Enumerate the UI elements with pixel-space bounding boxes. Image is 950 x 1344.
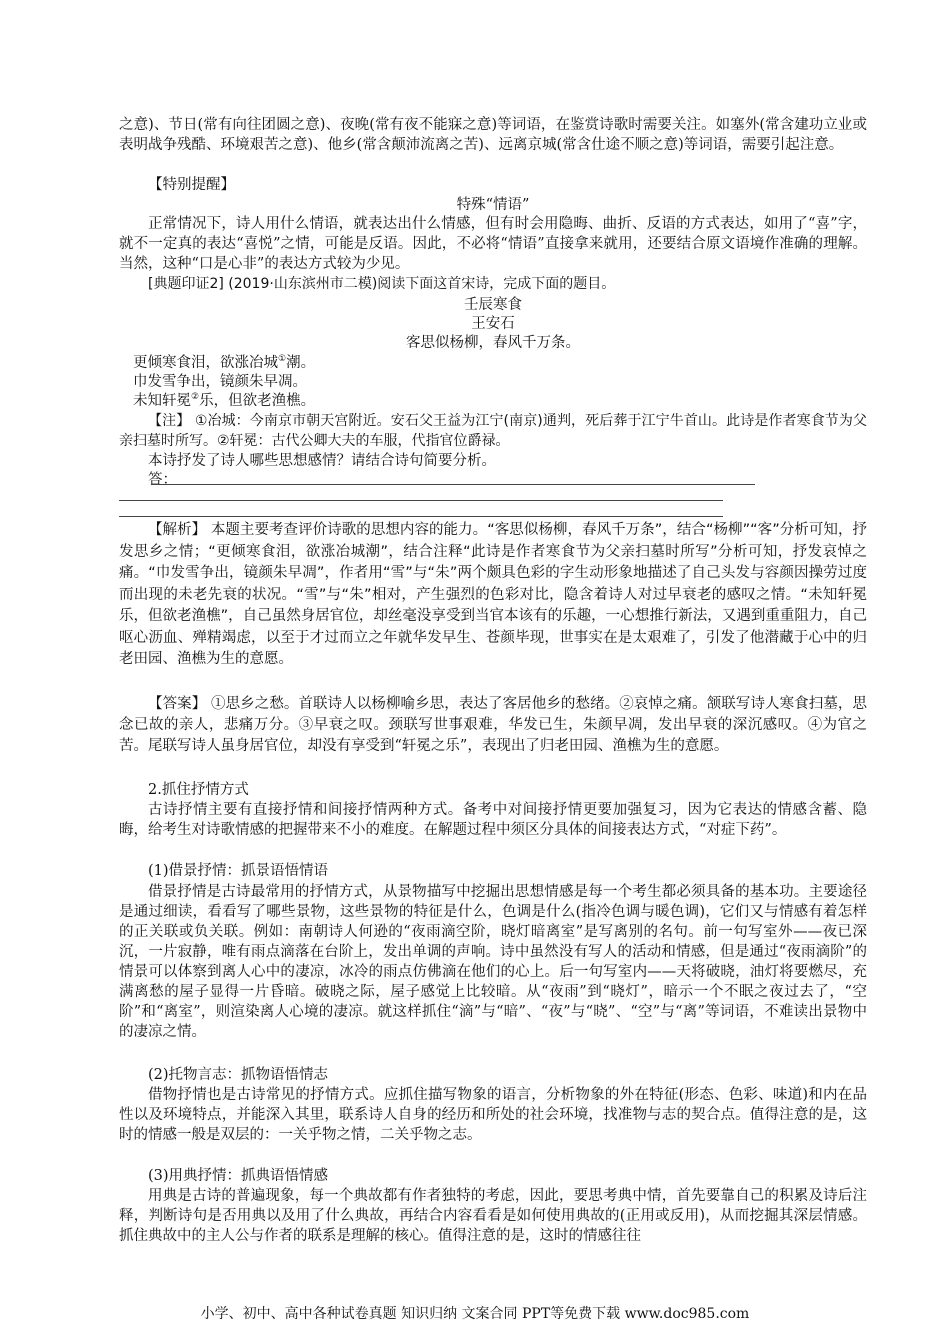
subsection-2-title: (2)托物言志：抓物语悟情志 [148, 1067, 329, 1083]
poem-line-2 [133, 353, 315, 373]
subsection-3-body: 用典是古诗的普遍现象，每一个典故都有作者独特的考虑，因此，要思考典中情，首先要靠自己的积累及诗后注释，判断诗句是否用典以及用了什么典故，再结合内容看看是如何使用典故的(正用或反用)，从而挖掘其深层情感。抓住典故中的主人公与作者的联系是理解的核心。值得注意的是，这时的情感往往 [119, 1188, 867, 1244]
poem-line-1: 客思似杨柳，春风千万条。 [406, 335, 580, 351]
subsection-1-title: (1)借景抒情：抓景语悟情语 [148, 863, 329, 879]
section-2-title: 2.抓住抒情方式 [148, 782, 249, 798]
subsection-3-title: (3)用典抒情：抓典语悟情感 [148, 1168, 329, 1184]
poem-line-2-end: 潮。 [286, 355, 316, 371]
poem-line-4-end: 乐，但欲老渔樵。 [199, 393, 316, 409]
tip-title: 特殊“情语” [456, 197, 530, 213]
subsection-2-body: 借物抒情也是古诗常见的抒情方式。应抓住描写物象的语言，分析物象的外在特征(形态、色彩、味道)和内在品性以及环境特点，并能深入其里，联系诗人自身的经历和所处的社会环境，找准物与志的契合点。值得注意的是，这时的情感一般是双层的：一关乎物之情，二关乎物之志。 [119, 1087, 867, 1143]
subsection-1-body: 借景抒情是古诗最常用的抒情方式，从景物描写中挖掘出思想情感是每一个考生都必须具备的基本功。主要途径是通过细读，看看写了哪些景物，这些景物的特征是什么，色调是什么(指冷色调与暖色调)，它们又与情感有着怎样的正关联或负关联。例如：南朝诗人何逊的“夜雨滴空阶，晓灯暗离室”是写离别的名句。前一句写室外——夜已深沉，一片寂静，唯有雨点滴落在台阶上，发出单调的声响。诗中虽然没有写人的活动和情感，但是通过“夜雨滴阶”的情景可以体察到离人心中的凄凉，冰冷的雨点仿佛滴在他们的心上。后一句写室内——天将破晓，油灯将要燃尽，充满离愁的屋子显得一片昏暗。破晓之际，屋子感觉上比较暗。从“夜雨”到“晓灯”，暗示一个不眠之夜过去了，“空阶”和“离室”，则渲染离人心境的凄凉。就这样抓住“滴”与“暗”、“夜”与“晓”、“空”与“离”等词语，不难读出景物中的凄凉之情。 [119, 884, 867, 1040]
poem-notes: 【注】 ①冶城：今南京市朝天宫附近。安石父王益为江宁(南京)通判，死后葬于江宁牛首山。此诗是作者寒食节为父亲扫墓时所写。②轩冕：古代公卿大夫的车服，代指官位爵禄。 [119, 413, 867, 449]
section-2-body: 古诗抒情主要有直接抒情和间接抒情两种方式。备考中对间接抒情更要加强复习，因为它表达的情感含蓄、隐晦，给考生对诗歌情感的把握带来不小的难度。在解题过程中须区分具体的间接表达方式，“对症下药”。 [119, 802, 867, 838]
note-marker-1: ① [278, 354, 287, 365]
answer-line-2 [119, 500, 723, 501]
answer-paragraph: 【答案】 ①思乡之愁。首联诗人以杨柳喻乡思，表达了客居他乡的愁绪。②哀悼之痛。颔联写诗人寒食扫墓，思念已故的亲人，悲痛万分。③早衰之叹。颈联写世事艰难，华发已生，朱颜早凋，发出早衰的深沉感叹。④为官之苦。尾联写诗人虽身居官位，却没有享受到“轩冕之乐”，表现出了归老田园、渔樵为生的意愿。 [119, 696, 867, 754]
page-footer: 小学、初中、高中各种试卷真题 知识归纳 文案合同 PPT等免费下载 www.doc985.com [200, 1306, 750, 1322]
poem-line-3: 巾发雪争出，镜颜朱早凋。 [133, 374, 307, 390]
poem-author: 王安石 [471, 316, 515, 332]
poem-line-4 [133, 391, 315, 411]
analysis-paragraph: 【解析】 本题主要考查评价诗歌的思想内容的能力。“客思似杨柳，春风千万条”，结合“杨柳”“客”分析可知，抒发思乡之情；“更倾寒食泪，欲涨冶城潮”，结合注释“此诗是作者寒食节为父亲扫墓时所写”分析可知，抒发哀悼之痛。“巾发雪争出，镜颜朱早凋”，作者用“雪”与“朱”两个颇具色彩的字生动形象地描述了自己头发与容颜因操劳过度而出现的未老先衰的状况。“雪”与“朱”相对，产生强烈的色彩对比，隐含着诗人对过早衰老的感叹之情。“未知轩冕乐，但欲老渔樵”，自己虽然身居官位，却丝毫没享受到当官本该有的乐趣，一心想推行新法，又遇到重重阻力，自己呕心沥血、殚精竭虑，以至于才过而立之年就华发早生、苍颜毕现，世事实在是太艰难了，引发了他潜藏于心中的归老田园、渔樵为生的意愿。 [119, 522, 867, 667]
poem-line-2-text: 更倾寒食泪，欲涨冶城 [133, 355, 278, 371]
poem-title: 壬辰寒食 [464, 297, 522, 313]
question-text: 本诗抒发了诗人哪些思想感情？请结合诗句简要分析。 [148, 453, 496, 469]
poem-line-4-text: 未知轩冕 [133, 393, 191, 409]
tip-heading: 【特别提醒】 [148, 177, 235, 193]
answer-line-1 [151, 484, 755, 485]
tip-body: 正常情况下，诗人用什么情语，就表达出什么情感，但有时会用隐晦、曲折、反语的方式表达，如用了“喜”字，就不一定真的表达“喜悦”之情，可能是反语。因此，不必将“情语”直接拿来就用，还要结合原文语境作准确的理解。当然，这种“口是心非”的表达方式较为少见。 [119, 216, 867, 272]
note-marker-2: ② [191, 392, 200, 403]
intro-paragraph: 之意)、节日(常有向往团圆之意)、夜晚(常有夜不能寐之意)等词语，在鉴赏诗歌时需要关注。如塞外(常含建功立业或表明战争残酷、环境艰苦之意)、他乡(常含颠沛流离之苦)、远离京城(常含仕途不顺之意)等词语，需要引起注意。 [119, 117, 867, 153]
answer-label: 答： [148, 472, 177, 488]
answer-line-3 [119, 516, 723, 517]
example-header: [典题印证2] (2019·山东滨州市二模)阅读下面这首宋诗，完成下面的题目。 [148, 276, 616, 292]
